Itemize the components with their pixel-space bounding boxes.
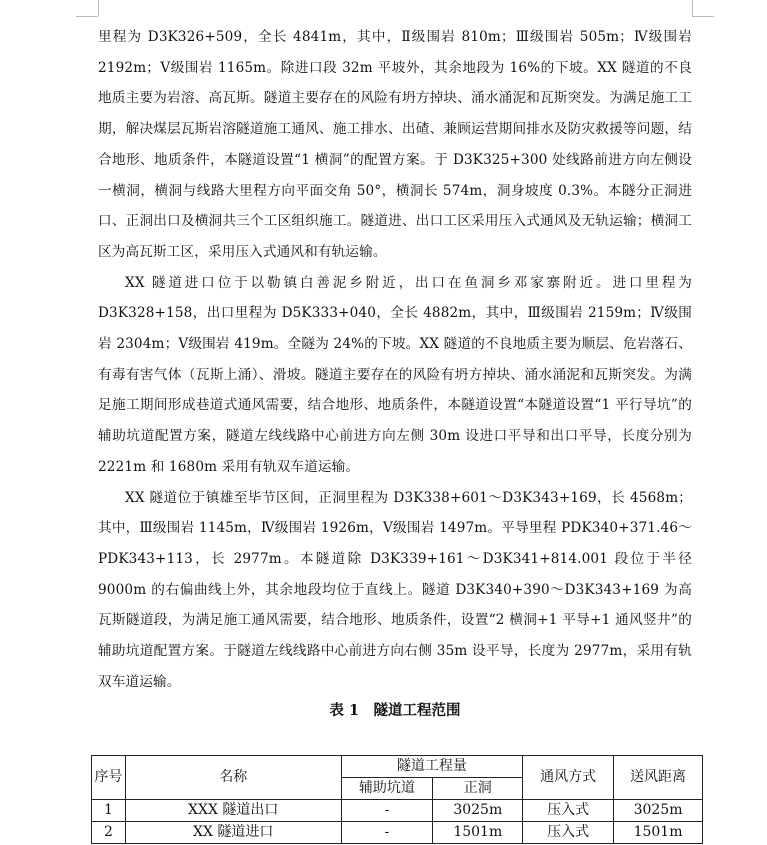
table-caption: 表 1 隧道工程范围 [329, 702, 461, 720]
cell-seq: 1 [92, 800, 126, 822]
cell-seq: 2 [92, 822, 126, 844]
document-body [98, 22, 692, 725]
tunnel-scope-table [91, 755, 703, 844]
cell-vent: 压入式 [523, 800, 614, 822]
cell-dist: 1501m [614, 822, 703, 844]
header-seq: 序号 [92, 756, 126, 800]
cell-aux: - [341, 800, 433, 822]
paragraph-1: 里程为 D3K326+509，全长 4841m，其中，Ⅱ级围岩 810m；Ⅲ级围岩 505m；Ⅳ级围岩 2192m；Ⅴ级围岩 1165m。除进口段 32m 平坡外，其余地段为 16%的下坡。XX 隧道的不良地质主要为岩溶、高瓦斯。隧道主要存在的风险有坍方掉块、涌水涌泥和瓦斯突发。为满足施工工期，解决煤层瓦斯岩溶隧道施工通风、施工排水、出碴、兼顾运营期间排水及防灾救援等问题，结合地形、地质条件，本隧道设置“1 横洞”的配置方案。于 D3K325+300 处线路前进方向左侧设一横洞，横洞与线路大里程方向平面交角 50°，横洞长 574m，洞身坡度 0.3%。本隧分正洞进口、正洞出口及横洞共三个工区组织施工。隧道进、出口工区采用压入式通风及无轨运输；横洞工区为高瓦斯工区，采用压入式通风和有轨运输。 [98, 29, 692, 260]
header-name: 名称 [125, 756, 341, 800]
cell-main: 1501m [433, 822, 523, 844]
header-quantity: 隧道工程量 [341, 756, 523, 778]
cell-name: XX 隧道进口 [125, 822, 341, 844]
paragraph-2: XX 隧道进口位于以勒镇白善泥乡附近，出口在鱼洞乡邓家寨附近。进口里程为 D3K328+158，出口里程为 D5K333+040，全长 4882m，其中，Ⅲ级围岩 2159m；Ⅳ级围岩 2304m；Ⅴ级围岩 419m。全隧为 24%的下坡。XX 隧道的不良地质主要为顺层、危岩落石、有毒有害气体（瓦斯上涌）、滑坡。隧道主要存在的风险有坍方掉块、涌水涌泥和瓦斯突发。为满足施工期间形成巷道式通风需要，结合地形、地质条件，本隧道设置“本隧道设置“1 平行导坑”的辅助坑道配置方案，隧道左线线路中心前进方向左侧 30m 设进口平导和出口平导，长度分别为 2221m 和 1680m 采用有轨双车道运输。 [98, 274, 692, 475]
header-vent: 通风方式 [523, 756, 614, 800]
table-header-row [92, 756, 703, 778]
table-row [92, 822, 703, 844]
page-corner-mark-left [98, 0, 99, 16]
header-aux: 辅助坑道 [341, 778, 433, 800]
cell-dist: 3025m [614, 800, 703, 822]
cell-name: XXX 隧道出口 [125, 800, 341, 822]
page-corner-mark-left-h [76, 16, 98, 17]
header-dist: 送风距离 [614, 756, 703, 800]
page-corner-mark-right-h [692, 16, 714, 17]
page-corner-mark-right [692, 0, 693, 16]
paragraph-3: XX 隧道位于镇雄至毕节区间，正洞里程为 D3K338+601～D3K343+169，长 4568m；其中，Ⅲ级围岩 1145m，Ⅳ级围岩 1926m，Ⅴ级围岩 1497m。平导里程 PDK340+371.46～PDK343+113，长 2977m。本隧道除 D3K339+161～D3K341+814.001 段位于半径 9000m 的右偏曲线上外，其余地段均位于直线上。隧道 D3K340+390～D3K343+169 为高瓦斯隧道段，为满足施工通风需要，结合地形、地质条件，设置“2 横洞+1 平导+1 通风竖井”的辅助坑道配置方案。于隧道左线线路中心前进方向右侧 35m 设平导，长度为 2977m，采用有轨双车道运输。 [98, 489, 692, 690]
cell-main: 3025m [433, 800, 523, 822]
table-row [92, 800, 703, 822]
header-main: 正洞 [433, 778, 523, 800]
cell-vent: 压入式 [523, 822, 614, 844]
cell-aux: - [341, 822, 433, 844]
